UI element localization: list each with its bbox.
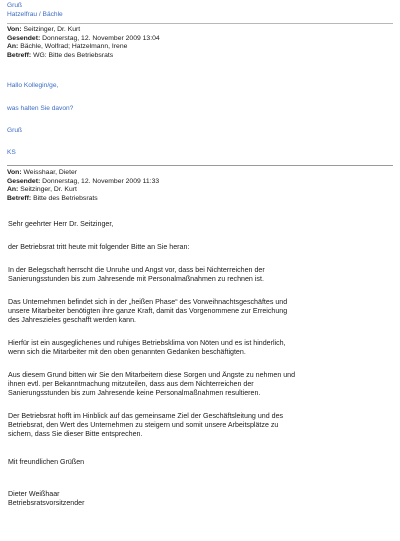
original-subject-row [7,195,98,203]
paragraph-line: Hierfür ist ein ausgeglichenes und ruhiges Betriebsklima von Nöten und es ist hinderlich, [8,339,286,347]
paragraph-line: ihnen evtl. per Bekanntmachung mitzuteilen, dass aus dem Nichterreichen der [8,380,254,389]
from-value: Seitzinger, Dr. Kurt [23,26,81,33]
header-divider [7,23,393,24]
sent-label: Gesendet: [7,177,41,185]
paragraph-line: wenn sich die Mitarbeiter mit den oben genannten Gedanken beschäftigten. [8,348,246,357]
paragraph-line: Aus diesem Grund bitten wir Sie den Mitarbeitern diese Sorgen und Ängste zu nehmen und [8,371,296,379]
sent-label: Gesendet: [7,34,41,42]
signer-name: Dieter Weißhaar [8,490,60,498]
letter-intro: der Betriebsrat tritt heute mit folgender Bitte an Sie heran: [8,243,190,251]
paragraph-line: In der Belegschaft herrscht die Unruhe und Angst vor, dass bei Nichterreichen der [8,266,265,274]
sent-value: Donnerstag, 12. November 2009 11:33 [42,177,160,185]
original-from-row [7,169,77,177]
letter-paragraph-5 [8,412,394,440]
forward-subject-row [7,52,113,60]
letter-paragraph-3 [8,339,394,357]
forward-sent-row [7,35,160,43]
letter-closing: Mit freundlichen Grüßen [8,458,85,466]
paragraph-line: sichern, dass Sie dieser Bitte entsprechen. [8,430,143,439]
paragraph-line: Betriebsrat, den Wert des Unternehmen zu steigern und somit unsere Arbeitsplätze zu [8,421,279,430]
to-label: An: [7,43,19,50]
signer-role: Betriebsratsvorsitzender [8,499,85,508]
from-value: Weisshaar, Dieter [23,169,78,176]
subject-label: Betreff: [7,51,32,59]
subject-value: Bitte des Betriebsrats [33,194,98,202]
paragraph-line: Das Unternehmen befindet sich in der „heißen Phase“ des Vorweihnachtsgeschäftes und [8,298,288,306]
forward-question: was halten Sie davon? [7,105,74,112]
letter-paragraph-1 [8,266,394,284]
sent-value: Donnerstag, 12. November 2009 13:04 [42,34,160,42]
message-divider [7,165,393,166]
letter-paragraph-4 [8,371,394,399]
forward-salutation: Hallo Kollegin/ge, [7,82,59,89]
paragraph-line: Sanierungsstunden bis zum Jahresende mit Personalmaßnahmen zu rechnen ist. [8,275,264,284]
forward-to-row [7,43,127,51]
forward-signer: Hatzelfrau / Bächle [7,11,63,18]
from-label: Von: [7,26,22,33]
letter-salutation: Sehr geehrter Herr Dr. Seitzinger, [8,220,114,228]
subject-label: Betreff: [7,194,32,202]
forward-greeting: Gruß [7,2,23,9]
forward-initials: KS [7,149,16,156]
paragraph-line: des Jahreszieles geschafft werden kann. [8,316,137,325]
paragraph-line: Der Betriebsrat hofft im Hinblick auf das gemeinsame Ziel der Geschäftsleitung und des [8,412,284,420]
to-label: An: [7,186,19,193]
original-to-row [7,186,77,194]
letter-paragraph-2 [8,298,394,326]
forward-closing: Gruß [7,127,23,134]
from-label: Von: [7,169,22,176]
paragraph-line: unsere Mitarbeiter benötigten ihre ganze Kraft, damit das Vorgenommene zur Erreichung [8,307,288,316]
signature-block [8,490,394,508]
to-value: Seitzinger, Dr. Kurt [20,186,77,193]
original-sent-row [7,178,159,186]
to-value: Bächle, Wolfrad; Hatzelmann, Irene [20,43,128,50]
forward-from-row [7,26,80,34]
subject-value: WG: Bitte des Betriebsrats [33,51,114,59]
paragraph-line: Sanierungsstunden bis zum Jahresende keine Personalmaßnahmen resultieren. [8,389,261,398]
